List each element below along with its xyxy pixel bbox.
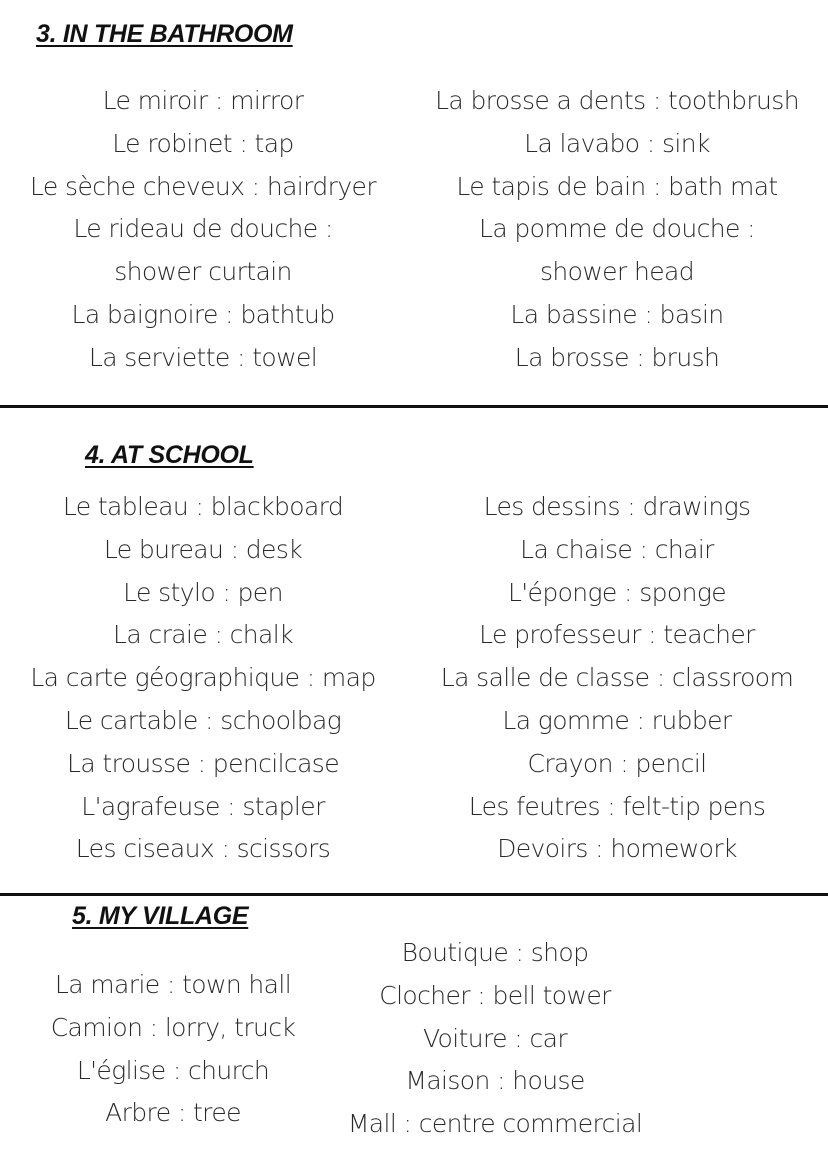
school-french-english-left-column [0,486,406,871]
vocab-item: shower head [539,257,695,287]
section-divider [0,893,828,896]
vocab-item: La chaise : chair [520,534,714,564]
vocab-item: Boutique : shop [401,938,589,967]
bathroom-french-english-right-column [406,80,828,380]
vocab-item: Le rideau de douche : [73,214,333,244]
vocab-item: Le bureau : desk [103,534,303,564]
vocab-item: Le tapis de bain : bath mat [456,171,778,201]
school-french-english-right-column [406,486,828,871]
vocab-item: Voiture : car [422,1023,568,1053]
vocab-item: Devoirs : homework [497,834,737,864]
vocab-item: Clocher : bell tower [379,980,611,1010]
village-french-english-left-column [0,964,346,1135]
section-title-bathroom: 3. IN THE BATHROOM [36,20,293,48]
vocab-item: La gomme : rubber [502,705,732,735]
vocab-item: La baignoire : bathtub [71,299,335,329]
vocab-item: Les ciseaux : scissors [75,834,331,864]
vocab-item: La brosse a dents : toothbrush [435,86,799,115]
vocab-item: shower curtain [114,257,292,287]
vocab-item: L'agrafeuse : stapler [81,791,325,821]
vocab-item: La marie : town hall [54,970,292,999]
vocab-item: Le professeur : teacher [479,620,755,650]
vocab-item: Le miroir : mirror [102,86,304,115]
section-divider [0,405,828,408]
bathroom-french-english-left-column [0,80,406,380]
vocab-item: La serviette : towel [88,342,318,372]
vocab-item: L'éponge : sponge [507,577,727,607]
vocab-item: La bassine : basin [510,299,724,329]
vocab-item: La carte géographique : map [30,663,376,693]
vocab-item: La trousse : pencilcase [66,748,339,778]
vocab-item: La brosse : brush [514,342,720,372]
vocab-item: Les feutres : felt-tip pens [468,791,766,821]
vocab-item: Maison : house [405,1066,585,1096]
vocab-item: Arbre : tree [105,1098,241,1128]
vocab-item: Le sèche cheveux : hairdryer [30,171,376,201]
vocab-item: La lavabo : sink [524,128,710,158]
vocab-item: Camion : lorry, truck [50,1012,296,1042]
vocab-item: Mall : centre commercial [347,1109,643,1139]
vocab-item: L'église : church [76,1055,270,1085]
vocab-item: Le robinet : tap [112,128,294,158]
section-title-school: 4. AT SCHOOL [85,441,254,469]
vocab-item: Crayon : pencil [527,748,707,778]
vocab-item: La salle de classe : classroom [440,663,794,693]
vocab-item: La pomme de douche : [479,214,755,244]
village-french-english-right-column [310,932,680,1146]
section-title-village: 5. MY VILLAGE [72,902,249,930]
vocab-item: Le tableau : blackboard [62,492,344,521]
vocab-item: Le cartable : schoolbag [64,705,342,735]
vocab-item: Les dessins : drawings [483,492,751,521]
vocab-item: Le stylo : pen [123,577,283,607]
vocab-item: La craie : chalk [113,620,293,650]
